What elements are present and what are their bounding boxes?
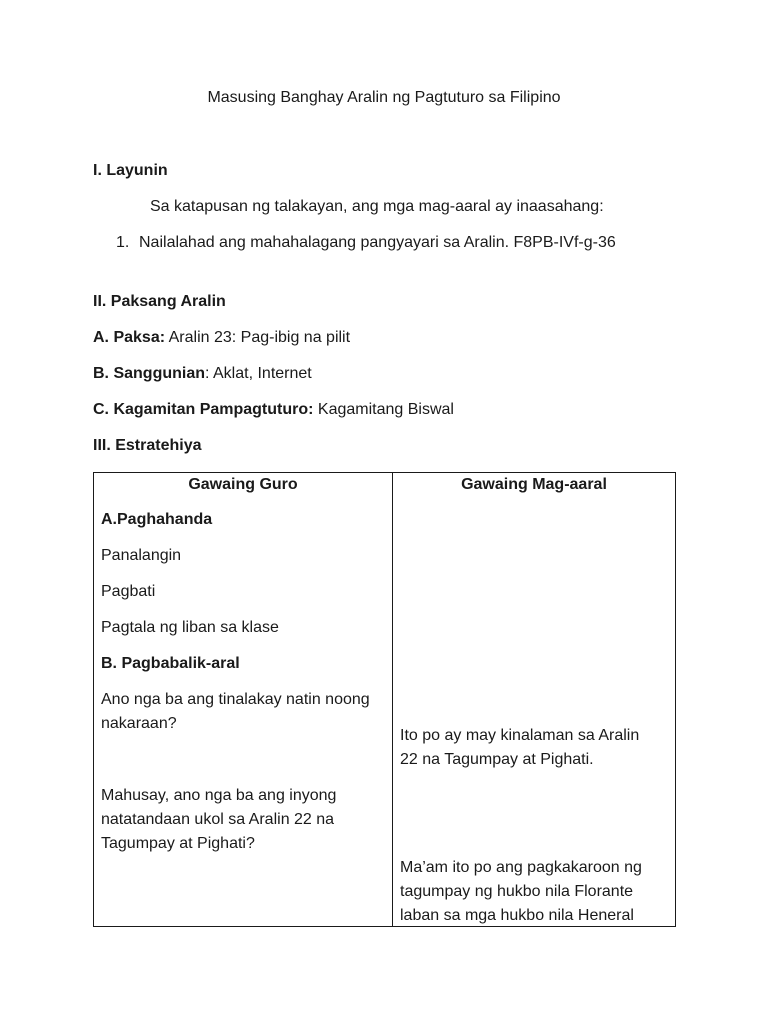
layunin-item-number: 1. <box>116 234 130 251</box>
layunin-heading: I. Layunin <box>93 162 168 179</box>
layunin-intro: Sa katapusan ng talakayan, ang mga mag-aaral ay inaasahang: <box>150 198 604 215</box>
header-gawaing-guro: Gawaing Guro <box>188 476 298 493</box>
sagot1-line2: 22 na Tagumpay at Pighati. <box>400 751 594 768</box>
pagbabalik-aral-heading: B. Pagbabalik-aral <box>101 655 240 672</box>
sanggunian-line <box>93 364 312 384</box>
header-gawaing-magaaral: Gawaing Mag-aaral <box>461 476 607 493</box>
panalangin-text: Panalangin <box>101 547 182 564</box>
sagot2-line1: Ma’am ito po ang pagkakaroon ng <box>400 859 642 876</box>
paksang-aralin-heading: II. Paksang Aralin <box>93 293 226 310</box>
tanong2-line3: Tagumpay at Pighati? <box>101 835 255 852</box>
sagot1-line1: Ito po ay may kinalaman sa Aralin <box>400 727 640 744</box>
paksa-value: Aralin 23: Pag-ibig na pilit <box>165 329 351 346</box>
gawaing-guro-column <box>94 473 393 927</box>
tanong1-line1: Ano nga ba ang tinalakay natin noong <box>101 691 370 708</box>
tanong2-line1: Mahusay, ano nga ba ang inyong <box>101 787 337 804</box>
paksa-line <box>93 328 350 348</box>
sagot2-line2: tagumpay ng hukbo nila Florante <box>400 883 634 900</box>
kagamitan-line <box>93 400 454 420</box>
gawaing-magaaral-column <box>393 473 676 927</box>
layunin-item: Nailalahad ang mahahalagang pangyayari sa Aralin. F8PB-IVf-g-36 <box>139 234 616 251</box>
tanong2-line2: natatandaan ukol sa Aralin 22 na <box>101 811 335 828</box>
pagtala-text: Pagtala ng liban sa klase <box>101 619 279 636</box>
sanggunian-label: B. Sanggunian <box>93 365 205 382</box>
kagamitan-value: Kagamitang Biswal <box>313 401 454 418</box>
estratehiya-heading: III. Estratehiya <box>93 437 202 454</box>
sagot2-line3: laban sa mga hukbo nila Heneral <box>400 907 634 924</box>
pagbati-text: Pagbati <box>101 583 156 600</box>
tanong1-line2: nakaraan? <box>101 715 177 732</box>
sanggunian-value: : Aklat, Internet <box>205 365 312 382</box>
estratehiya-table <box>93 472 676 927</box>
paksa-label: A. Paksa: <box>93 329 166 346</box>
paghahanda-heading: A.Paghahanda <box>101 511 213 528</box>
kagamitan-label: C. Kagamitan Pampagtuturo: <box>93 401 314 418</box>
document-title: Masusing Banghay Aralin ng Pagtuturo sa Filipino <box>207 89 561 106</box>
